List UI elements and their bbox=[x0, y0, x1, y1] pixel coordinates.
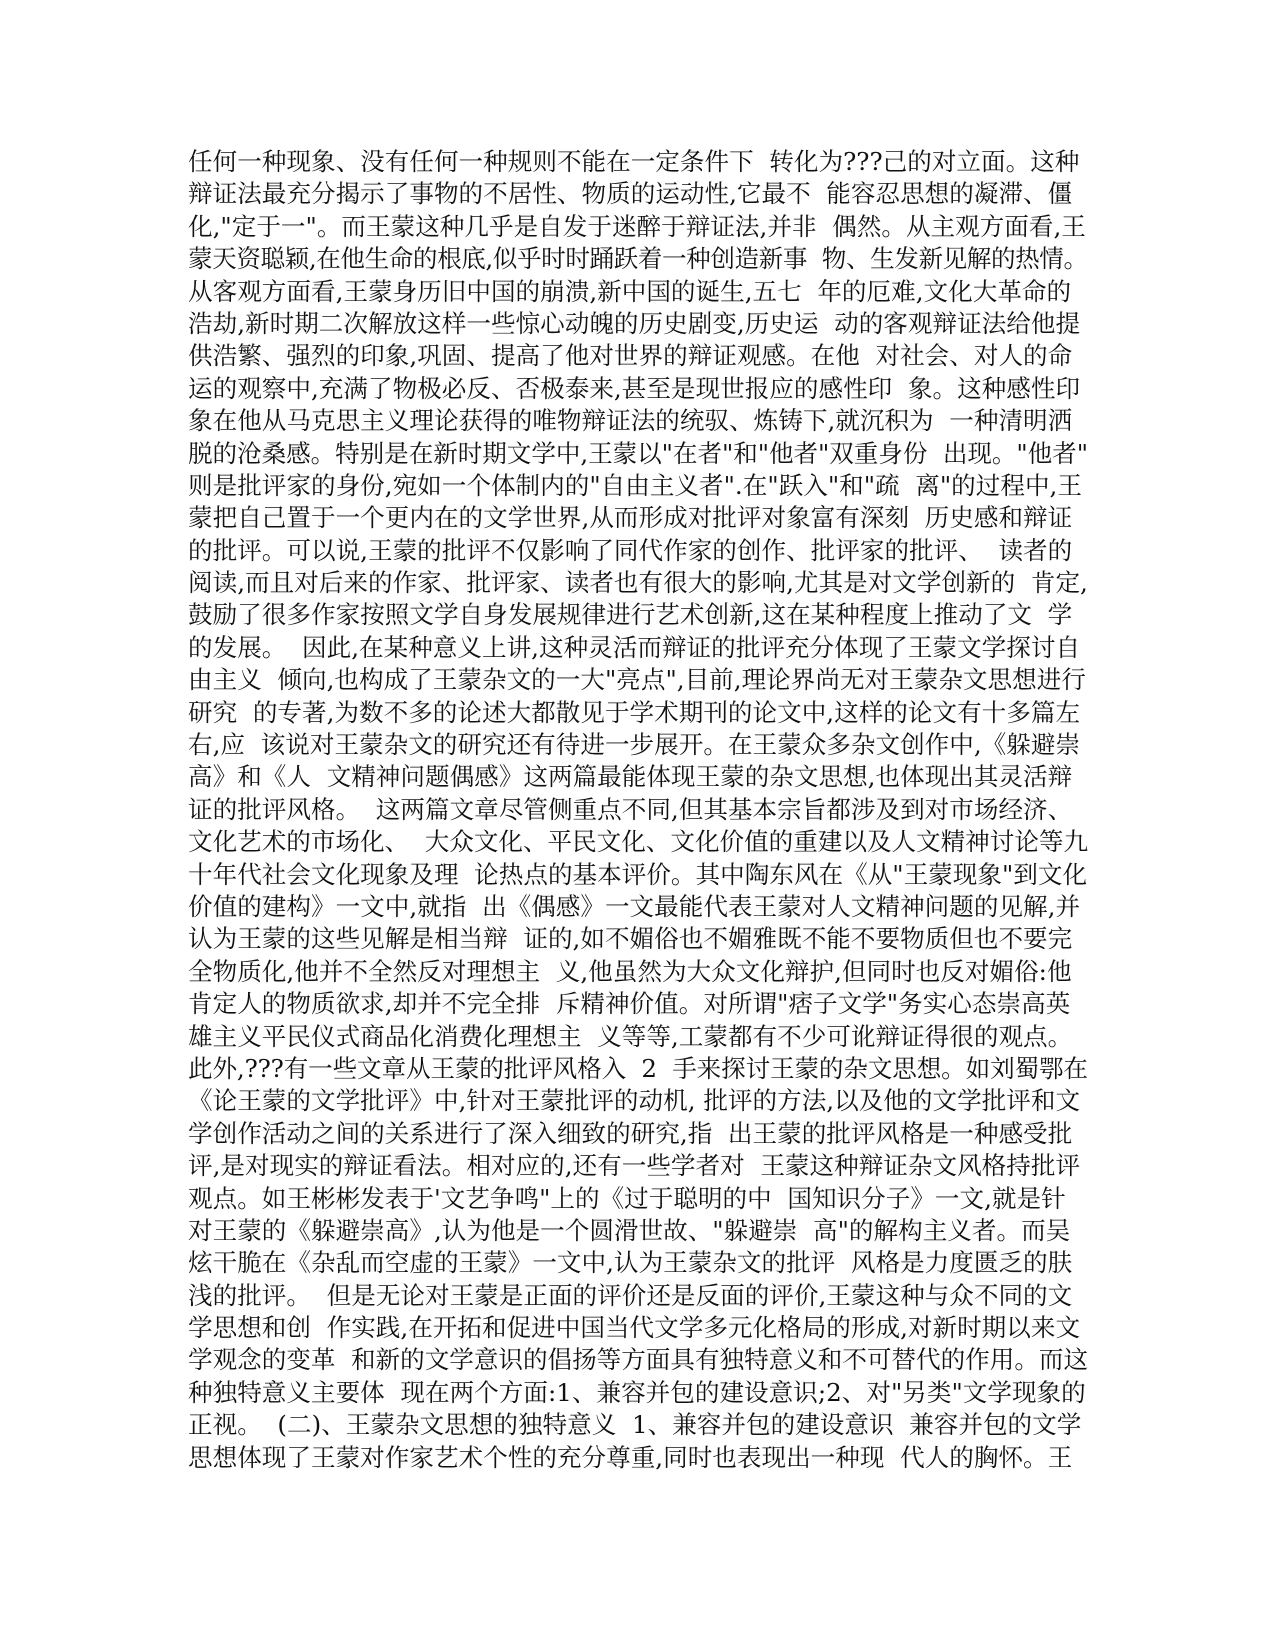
text-line: 学思想和创 作实践,在开拓和促进中国当代文学多元化格局的形成,对新时期以来文 bbox=[188, 1313, 1081, 1343]
text-line: 雄主义平民仪式商品化消费化理想主 义等等,工蒙都有不少可讹辩证得很的观点。 bbox=[188, 1021, 1073, 1051]
text-line: 种独特意义主要体 现在两个方面:1、兼容并包的建设意识;2、对"另类"文学现象的 bbox=[188, 1377, 1086, 1407]
text-line: 十年代社会文化现象及理 论热点的基本评价。其中陶东风在《从"王蒙现象"到文化 bbox=[188, 859, 1088, 889]
text-line: 正视。 (二)、王蒙杂文思想的独特意义 1、兼容并包的建设意识 兼容并包的文学 bbox=[188, 1410, 1082, 1440]
text-line: 的发展。 因此,在某种意义上讲,这种灵活而辩证的批评充分体现了王蒙文学探讨自 bbox=[188, 632, 1081, 662]
text-line: 化,"定于一"。而王蒙这种几乎是自发于迷醉于辩证法,并非 偶然。从主观方面看,王 bbox=[188, 211, 1086, 241]
text-line: 蒙把自己置于一个更内在的文学世界,从而形成对批评对象富有深刻 历史感和辩证 bbox=[188, 503, 1073, 533]
text-line: 此外,???有一些文章从王蒙的批评风格入 2 手来探讨王蒙的杂文思想。如刘蜀鄂在 bbox=[188, 1053, 1088, 1083]
body-text bbox=[188, 146, 1088, 1474]
text-line: 鼓励了很多作家按照文学自身发展规律进行艺术创新,这在某种程度上推动了文 学 bbox=[188, 600, 1073, 630]
text-line: 由主义 倾向,也构成了王蒙杂文的一大"亮点",目前,理论界尚无对王蒙杂文思想进行 bbox=[188, 665, 1086, 695]
text-line: 认为王蒙的这些见解是相当辩 证的,如不媚俗也不媚雅既不能不要物质但也不要完 bbox=[188, 924, 1073, 954]
text-line: 供浩繁、强烈的印象,巩固、提高了他对世界的辩证观感。在他 对社会、对人的命 bbox=[188, 341, 1073, 371]
text-line: 学创作活动之间的关系进行了深入细致的研究,指 出王蒙的批评风格是一种感受批 bbox=[188, 1118, 1073, 1148]
text-line: 阅读,而且对后来的作家、批评家、读者也有很大的影响,尤其是对文学创新的 肯定, bbox=[188, 568, 1088, 598]
text-line: 对王蒙的《躲避崇高》,认为他是一个圆滑世故、"躲避崇 高"的解构主义者。而吴 bbox=[188, 1215, 1071, 1245]
text-line: 右,应 该说对王蒙杂文的研究还有待进一步展开。在王蒙众多杂文创作中,《躲避崇 bbox=[188, 730, 1081, 760]
text-line: 学观念的变革 和新的文学意识的倡扬等方面具有独特意义和不可替代的作用。而这 bbox=[188, 1345, 1089, 1375]
text-line: 全物质化,他并不全然反对理想主 义,他虽然为大众文化辩护,但同时也反对媚俗:他 bbox=[188, 956, 1072, 986]
text-line: 思想体现了王蒙对作家艺术个性的充分尊重,同时也表现出一种现 代人的胸怀。王 bbox=[188, 1442, 1073, 1472]
text-line: 研究 的专著,为数不多的论述大都散见于学术期刊的论文中,这样的论文有十多篇左 bbox=[188, 697, 1081, 727]
text-line: 象在他从马克思主义理论获得的唯物辩证法的统驭、炼铸下,就沉积为 一种清明洒 bbox=[188, 406, 1073, 436]
text-line: 文化艺术的市场化、 大众文化、平民文化、文化价值的重建以及人文精神讨论等九 bbox=[188, 827, 1089, 857]
text-line: 价值的建构》一文中,就指 出《偶感》一文最能代表王蒙对人文精神问题的见解,并 bbox=[188, 891, 1081, 921]
text-line: 脱的沧桑感。特别是在新时期文学中,王蒙以"在者"和"他者"双重身份 出现。"他者" bbox=[188, 438, 1088, 468]
text-line: 观点。如王彬彬发表于'文艺争鸣"上的《过于聪明的中 国知识分子》一文,就是针 bbox=[188, 1183, 1066, 1213]
text-line: 蒙天资聪颖,在他生命的根底,似乎时时踊跃着一种创造新事 物、生发新见解的热情。 bbox=[188, 244, 1088, 274]
text-line: 从客观方面看,王蒙身历旧中国的崩溃,新中国的诞生,五七 年的厄难,文化大革命的 bbox=[188, 276, 1072, 306]
text-line: 运的观察中,充满了物极必反、否极泰来,甚至是现世报应的感性印 象。这种感性印 bbox=[188, 373, 1081, 403]
text-line: 《论王蒙的文学批评》中,针对王蒙批评的动机, 批评的方法,以及他的文学批评和文 bbox=[188, 1086, 1081, 1116]
text-line: 辩证法最充分揭示了事物的不居性、物质的运动性,它最不 能容忍思想的凝滞、僵 bbox=[188, 179, 1073, 209]
text-line: 浩劫,新时期二次解放这样一些惊心动魄的历史剧变,历史运 动的客观辩证法给他提 bbox=[188, 308, 1081, 338]
text-line: 肯定人的物质欲求,却并不完全排 斥精神价值。对所谓"痞子文学"务实心态崇高英 bbox=[188, 989, 1071, 1019]
text-line: 证的批评风格。 这两篇文章尽管侧重点不同,但其基本宗旨都涉及到对市场经济、 bbox=[188, 794, 1073, 824]
text-line: 高》和《人 文精神问题偶感》这两篇最能体现王蒙的杂文思想,也体现出其灵活辩 bbox=[188, 762, 1073, 792]
text-line: 的批评。可以说,王蒙的批评不仅影响了同代作家的创作、批评家的批评、 读者的 bbox=[188, 535, 1073, 565]
text-line: 评,是对现实的辩证看法。相对应的,还有一些学者对 王蒙这种辩证杂文风格持批评 bbox=[188, 1151, 1081, 1181]
text-line: 任何一种现象、没有任何一种规则不能在一定条件下 转化为???己的对立面。这种 bbox=[188, 147, 1080, 176]
text-line: 炫干脆在《杂乱而空虚的王蒙》一文中,认为王蒙杂文的批评 风格是力度匮乏的肤 bbox=[188, 1248, 1073, 1278]
text-line: 浅的批评。 但是无论对王蒙是正面的评价还是反面的评价,王蒙这种与众不同的文 bbox=[188, 1280, 1073, 1310]
text-line: 则是批评家的身份,宛如一个体制内的"自由主义者".在"跃入"和"疏 离"的过程中,王 bbox=[188, 470, 1082, 500]
